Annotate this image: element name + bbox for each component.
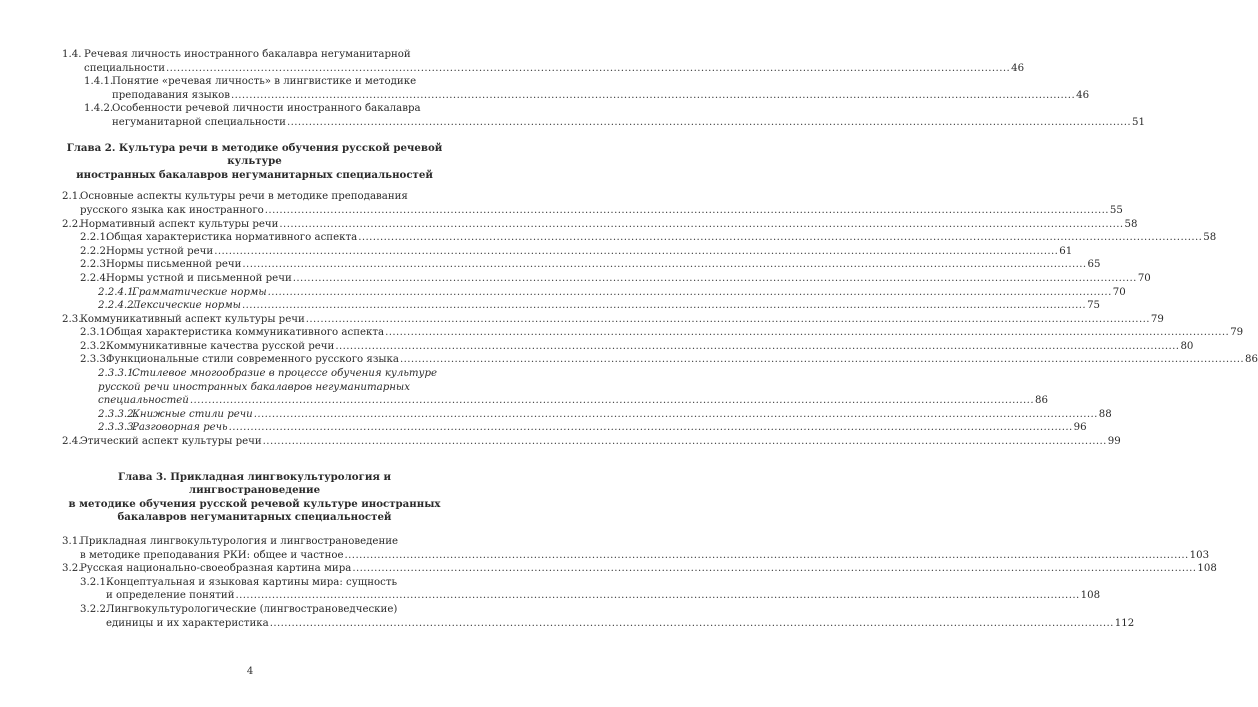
toc-title-last: преподавания языков: [112, 89, 230, 101]
toc-title-line: Стилевое многообразие в процессе обучения культуре: [132, 368, 437, 380]
toc-entry-2-2-4: [80, 272, 1151, 286]
toc-number: 2.3.1.: [80, 327, 110, 339]
toc-number: 2.2.4.1.: [98, 286, 137, 298]
toc-page: 75: [1087, 300, 1101, 312]
leader-dots: [242, 299, 1086, 313]
toc-title-last: русского языка как иностранного: [80, 204, 264, 216]
toc-page: 112: [1114, 617, 1135, 629]
toc-title-last: и определение понятий: [106, 590, 235, 602]
toc-entry-1-4-2: [84, 102, 1145, 129]
toc-entry-3-1: [62, 535, 1210, 562]
toc-title-last: Общая характеристика нормативного аспекта: [106, 232, 358, 244]
toc-title-last: Грамматические нормы: [132, 286, 267, 298]
toc-entry-2-3-3-2: [98, 408, 1112, 422]
toc-entry-2-2-4-1: [98, 286, 1126, 300]
toc-title-line: Основные аспекты культуры речи в методике преподавания: [80, 191, 408, 203]
toc-page: 58: [1124, 218, 1138, 230]
toc-entry-2-3-2: [80, 340, 1194, 354]
toc-entry-2-2-3: [80, 258, 1101, 272]
leader-dots: [268, 286, 1112, 300]
toc-title-line: Лингвокультурологические (лингвострановедческие): [106, 603, 398, 615]
toc-title-line: Понятие «речевая личность» в лингвистике и методике: [112, 76, 417, 88]
toc-title-last: Нормы устной речи: [106, 245, 214, 257]
table-of-contents: [62, 48, 1258, 630]
toc-entry-1-4: [62, 48, 1025, 75]
toc-page: 96: [1073, 422, 1087, 434]
toc-number: 2.2.4.2.: [98, 300, 137, 312]
toc-page: 108: [1197, 563, 1217, 575]
page-number: 4: [246, 666, 254, 677]
toc-title-last: Лексические нормы: [132, 300, 241, 312]
leader-dots: [270, 617, 1114, 631]
toc-page: 80: [1180, 340, 1194, 352]
leader-dots: [231, 89, 1075, 103]
toc-number: 1.4.1.: [84, 76, 114, 88]
toc-title-last: негуманитарной специальности: [112, 116, 286, 128]
leader-dots: [254, 408, 1098, 422]
toc-page: 86: [1245, 354, 1258, 366]
leader-dots: [236, 589, 1080, 603]
toc-number: 2.3.: [62, 313, 82, 325]
toc-number: 2.3.2.: [80, 340, 110, 352]
toc-entry-2-2-2: [80, 245, 1073, 259]
leader-dots: [358, 231, 1202, 245]
toc-title-last: Русская национально-своеобразная картина мира: [80, 563, 352, 575]
toc-page: 58: [1203, 232, 1217, 244]
toc-number: 2.3.3.3.: [98, 422, 137, 434]
toc-number: 2.2.2.: [80, 245, 110, 257]
toc-title-last: Нормы письменной речи: [106, 259, 242, 271]
toc-title-line: Речевая личность иностранного бакалавра негуманитарной: [84, 49, 411, 60]
leader-dots: [287, 116, 1131, 130]
toc-page: 55: [1109, 204, 1123, 216]
toc-page: 103: [1189, 549, 1210, 561]
leader-dots: [306, 313, 1150, 327]
toc-title-last: Разговорная речь: [132, 422, 228, 434]
leader-dots: [265, 204, 1109, 218]
toc-title-line: Прикладная лингвокультурология и лингвострановедение: [80, 536, 399, 547]
toc-page: 61: [1059, 245, 1073, 257]
leader-dots: [352, 562, 1196, 576]
toc-title-last: единицы и их характеристика: [106, 617, 269, 629]
toc-number: 1.4.: [62, 49, 82, 60]
leader-dots: [293, 272, 1137, 286]
toc-number: 2.3.3.: [80, 354, 110, 366]
toc-entry-3-2-1: [80, 576, 1101, 603]
toc-number: 2.3.3.2.: [98, 408, 137, 420]
toc-number: 2.2.1.: [80, 232, 110, 244]
toc-page: 51: [1132, 116, 1145, 128]
leader-dots: [385, 326, 1229, 340]
toc-page: 70: [1112, 286, 1126, 298]
leader-dots: [400, 353, 1244, 367]
toc-page: 79: [1150, 313, 1164, 325]
chapter-heading-line: в методике обучения русской речевой культуре иностранных: [68, 497, 441, 510]
toc-entry-2-3-1: [80, 326, 1244, 340]
toc-title-last: Книжные стили речи: [132, 408, 253, 420]
toc-number: 3.2.2.: [80, 603, 110, 615]
toc-title-line: Концептуальная и языковая картины мира: сущность: [106, 576, 398, 588]
toc-number: 2.4.: [62, 436, 82, 448]
leader-dots: [263, 435, 1107, 449]
toc-page: 108: [1080, 590, 1101, 602]
toc-title-last: Коммуникативные качества русской речи: [106, 340, 335, 352]
toc-title-last: Общая характеристика коммуникативного аспекта: [106, 327, 385, 339]
toc-entry-2-3-3-1: [98, 367, 1048, 408]
leader-dots: [229, 421, 1073, 435]
toc-page: 46: [1076, 89, 1090, 101]
toc-entry-3-2-2: [80, 603, 1135, 630]
toc-page: 86: [1034, 395, 1048, 407]
toc-title-last: Нормативный аспект культуры речи: [80, 218, 279, 230]
toc-page: 99: [1107, 436, 1121, 448]
leader-dots: [335, 340, 1179, 354]
toc-page: 79: [1230, 327, 1244, 339]
toc-page: 65: [1087, 259, 1101, 271]
leader-dots: [242, 258, 1086, 272]
leader-dots: [345, 549, 1189, 563]
chapter-2-heading: [62, 142, 447, 183]
toc-entry-2-1: [62, 190, 1123, 217]
toc-entry-2-3-3: [80, 353, 1258, 367]
toc-number: 2.2.: [62, 218, 82, 230]
toc-title-last: специальности: [84, 62, 166, 74]
toc-number: 3.2.1.: [80, 576, 110, 588]
toc-number: 1.4.2.: [84, 103, 114, 115]
chapter-heading-line: Глава 2. Культура речи в методике обучения русской речевой культуре: [66, 141, 443, 168]
toc-title-line: Особенности речевой личности иностранного бакалавра: [112, 103, 421, 115]
toc-title-last: Нормы устной и письменной речи: [106, 272, 292, 284]
toc-entry-2-3-3-3: [98, 421, 1087, 435]
toc-entry-2-2: [62, 218, 1138, 232]
toc-title-last: специальностей: [98, 395, 189, 407]
toc-number: 2.2.4.: [80, 272, 110, 284]
toc-title-line: русской речи иностранных бакалавров негуманитарных: [98, 381, 410, 393]
chapter-heading-line: бакалавров негуманитарных специальностей: [117, 511, 392, 524]
chapter-3-heading: [62, 471, 447, 525]
toc-number: 2.1.: [62, 191, 82, 203]
toc-title-last: в методике преподавания РКИ: общее и частное: [80, 549, 344, 561]
toc-number: 3.2.: [62, 563, 82, 575]
leader-dots: [190, 394, 1034, 408]
toc-title-last: Коммуникативный аспект культуры речи: [80, 313, 305, 325]
toc-entry-2-2-1: [80, 231, 1217, 245]
toc-entry-1-4-1: [84, 75, 1090, 102]
toc-entry-2-3: [62, 313, 1164, 327]
toc-page: 70: [1137, 272, 1151, 284]
chapter-heading-line: Глава 3. Прикладная лингвокультурология и лингвострановедение: [117, 470, 392, 497]
toc-page: 88: [1098, 408, 1112, 420]
toc-page: 46: [1011, 62, 1025, 74]
toc-entry-2-4: [62, 435, 1121, 449]
toc-number: 3.1.: [62, 536, 82, 547]
toc-number: 2.3.3.1.: [98, 368, 137, 380]
toc-title-last: Функциональные стили современного русского языка: [106, 354, 399, 366]
leader-dots: [214, 245, 1058, 259]
toc-number: 2.2.3.: [80, 259, 110, 271]
toc-title-last: Этический аспект культуры речи: [80, 436, 262, 448]
chapter-heading-line: иностранных бакалавров негуманитарных специальностей: [76, 168, 433, 181]
toc-entry-3-2: [62, 562, 1217, 576]
leader-dots: [166, 62, 1010, 76]
leader-dots: [279, 218, 1123, 232]
toc-entry-2-2-4-2: [98, 299, 1101, 313]
